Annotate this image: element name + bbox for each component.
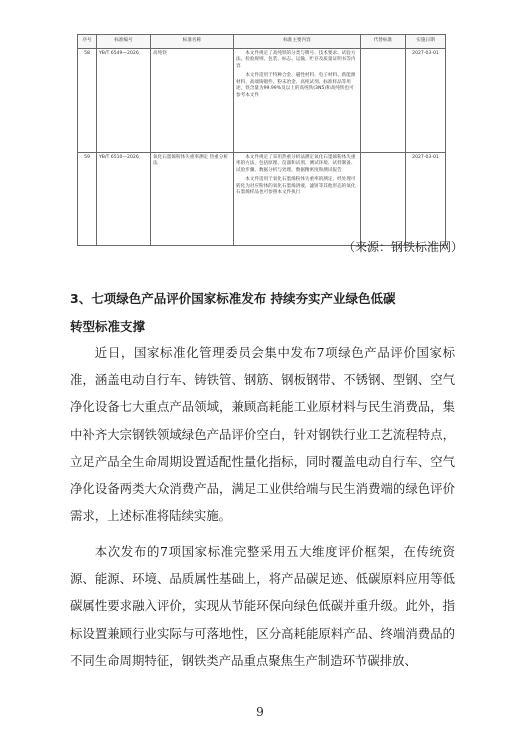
cell-name: 高纯铁 [151,49,234,153]
section-heading-line2: 转型标准支撑 [70,319,146,334]
cell-code: YB/T 6510—2026 [97,153,151,246]
header-replace: 代替标准 [361,35,406,49]
table-row [78,153,446,246]
content-paragraph: 本文件适用于氧化石墨烯粉体失重率的测定，经处理可转化为对应粉体的氧化石墨烯溶液、滤饼等其他形态的氧化石墨烯样品也可参照本文件执行 [236,176,356,196]
table-header-row [78,35,446,49]
header-date: 实施日期 [406,35,446,49]
content-paragraph: 本文件规定了高纯铁的分类与牌号、技术要求、试验方法、检验规则、包装、标志、运输、贮存及质量证明书等内容 [236,50,356,70]
source-note: （来源：钢铁标准网） [342,240,463,254]
body-paragraph: 本次发布的7项国家标准完整采用五大维度评价框架，在传统资源、能源、环境、品质属性基础上，将产品碳足迹、低碳原料应用等低碳属性要求融入评价，实现从节能环保向绿色低碳并重升级。此外，指标设置兼顾行业实际与可落地性，区分高耗能原料产品、终端消费品的不同生命周期特征，钢铁类产品重点聚焦生产制造环节碳排放、 [70,544,455,668]
cell-date: 2027-03-01 [406,49,446,153]
header-content: 标准主要内容 [234,35,361,49]
body-paragraph: 近日，国家标准化管理委员会集中发布7项绿色产品评价国家标准，涵盖电动自行车、铸铁管、钢筋、钢板钢带、不锈钢、型钢、空气净化设备七大重点产品领域，兼顾高耗能工业原材料与民生消费品，集中补齐大宗钢铁领域绿色产品评价空白，针对钢铁行业工艺流程特点，立足产品全生命周期设置适配性量化指标，同时覆盖电动自行车、空气净化设备两类大众消费产品，满足工业供给端与民生消费端的绿色评价需求，上述标准将陆续实施。 [70,345,455,524]
cell-content [234,153,361,246]
cell-no: 58 [78,49,97,153]
cell-replace [361,49,406,153]
section-heading-line1: 3、七项绿色产品评价国家标准发布 持续夯实产业绿色低碳 [70,291,396,306]
cell-code: YB/T 6549—2026 [97,49,151,153]
cell-replace [361,153,406,246]
standards-table [77,34,446,246]
page-number: 9 [256,705,264,719]
table-row [78,49,446,153]
cell-content [234,49,361,153]
header-code: 标准编号 [97,35,151,49]
cell-name: 氧化石墨烯粉体失重率测定 热重分析法 [151,153,234,246]
cell-date: 2027-03-01 [406,153,446,246]
content-paragraph: 本文件规定了采用热重分析法测定氧化石墨烯粉体失重率的方法，包括原理、仪器和试剂、测试环境、试样制备、试验步骤、数据分析与处理、数据精密度和测试报告 [236,154,356,174]
header-no: 序号 [78,35,97,49]
content-paragraph: 本文件适用于特种合金、磁性材料、电子材料、新能源材料、高端铸锻件、粉末冶金、高纯试剂、标准样品等用途，铁含量为99.99%及以上的高纯铁(3N5)和高纯铁也可参考本文件 [236,72,356,99]
header-name: 标准名称 [151,35,234,49]
cell-no: 59 [78,153,97,246]
